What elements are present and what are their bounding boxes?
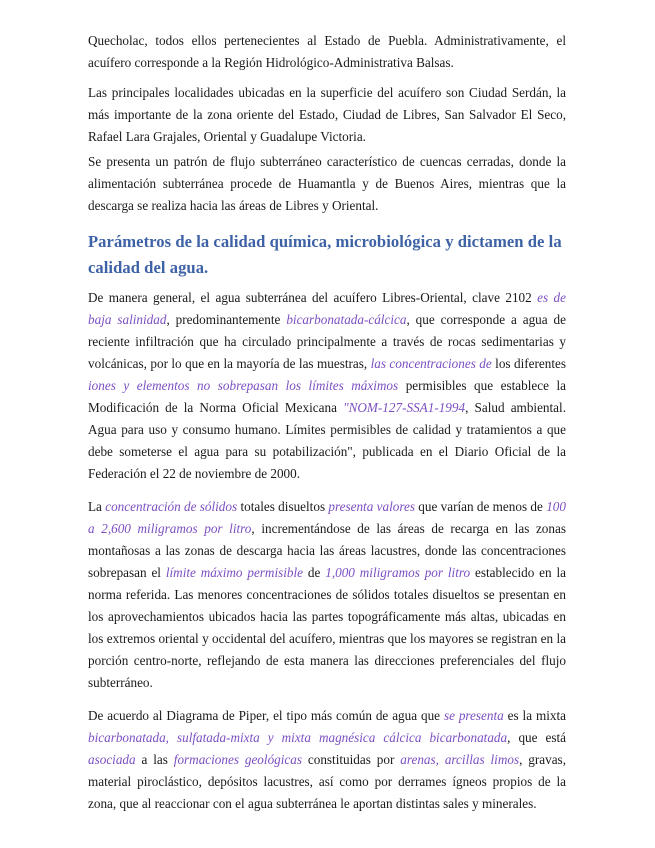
paragraph-salinity: De manera general, el agua subterránea del acuífero Libres-Oriental, clave 2102 es de baja salinidad, predominantemente bicarbonatada-cálcica, que corresponde a agua de reciente infiltración que ha circulado principalmente a través de rocas sedimentarias y volcánicas, por lo que en la mayoría de las muestras, las concentraciones de los diferentes iones y elementos no sobrepasan los límites máximos permisibles que establece la Modificación de la Norma Oficial Mexicana "NOM-127-SSA1-1994, Salud ambiental. Agua para uso y consumo humano. Límites permisibles de calidad y tratamientos a que debe someterse el agua para su potabilización", publicada en el Diario Oficial de la Federación el 22 de noviembre de 2000. <box>88 290 567 481</box>
paragraph-localities: Las principales localidades ubicadas en la superficie del acuífero son Ciudad Serdán, la más importante de la zona oriente del Estado, Ciudad de Libres, San Salvador El Seco, Rafael Lara Grajales, Oriental y Guadalupe Victoria. <box>88 85 566 144</box>
highlight-phrase: iones y elementos no sobrepasan los límites máximos <box>88 378 399 393</box>
highlight-phrase: bicarbonatada, sulfatada-mixta y mixta magnésica cálcica bicarbonatada <box>88 730 508 745</box>
highlight-phrase: bicarbonatada-cálcica <box>286 312 407 327</box>
highlight-phrase: presenta valores <box>328 499 415 514</box>
paragraph-piper-diagram: De acuerdo al Diagrama de Piper, el tipo más común de agua que se presenta es la mixta bicarbonatada, sulfatada-mixta y mixta magnésica cálcica bicarbonatada, que está asociada a las formaciones geológicas constituidas por arenas, arcillas limos, gravas, material piroclástico, depósitos lacustres, así como por derrames ígneos propios de la zona, que al reaccionar con el agua subterránea le aportan distintas sales y minerales. <box>88 708 566 811</box>
section-heading: Parámetros de la calidad química, microbiológica y dictamen de la calidad del agua. <box>88 232 562 277</box>
highlight-phrase: es de baja salinidad <box>88 290 567 327</box>
highlight-phrase: "NOM-127-SSA1-1994 <box>343 400 466 415</box>
highlight-phrase: arenas, arcillas limos <box>400 752 520 767</box>
highlight-phrase: formaciones geológicas <box>173 752 302 767</box>
highlight-phrase: límite máximo permisible <box>165 565 304 580</box>
highlight-phrase: las concentraciones de <box>370 356 492 371</box>
paragraph-dissolved-solids: La concentración de sólidos totales disueltos presenta valores que varían de menos de 100 a 2,600 miligramos por litro, incrementándose de las áreas de recarga en las zonas montañosas a las zonas de descarga hacia las áreas lacustres, donde las concentraciones sobrepasan el límite máximo permisible de 1,000 miligramos por litro establecido en la norma referida. Las menores concentraciones de sólidos totales disueltos se presentan en los aprovechamientos ubicados hacia las partes topográficamente más altas, ubicadas en los extremos oriental y occidental del acuífero, mientras que los mayores se registran en la porción centro-norte, reflejando de esta manera las direcciones preferenciales del flujo subterráneo. <box>88 499 566 690</box>
highlight-phrase: se presenta <box>443 708 504 723</box>
highlight-phrase: asociada <box>88 752 136 767</box>
highlight-phrase: concentración de sólidos <box>105 499 238 514</box>
paragraph-location: Quecholac, todos ellos pertenecientes al Estado de Puebla. Administrativamente, el acuífero corresponde a la Región Hidrológico-Administrativa Balsas. <box>88 33 566 70</box>
highlight-phrase: 100 a 2,600 miligramos por litro <box>88 499 566 536</box>
paragraph-flow-pattern: Se presenta un patrón de flujo subterráneo característico de cuencas cerradas, donde la alimentación subterránea procede de Huamantla y de Buenos Aires, mientras que la descarga se realiza hacia las áreas de Libres y Oriental. <box>88 154 566 213</box>
document-page <box>88 30 566 815</box>
highlight-phrase: 1,000 miligramos por litro <box>325 565 471 580</box>
